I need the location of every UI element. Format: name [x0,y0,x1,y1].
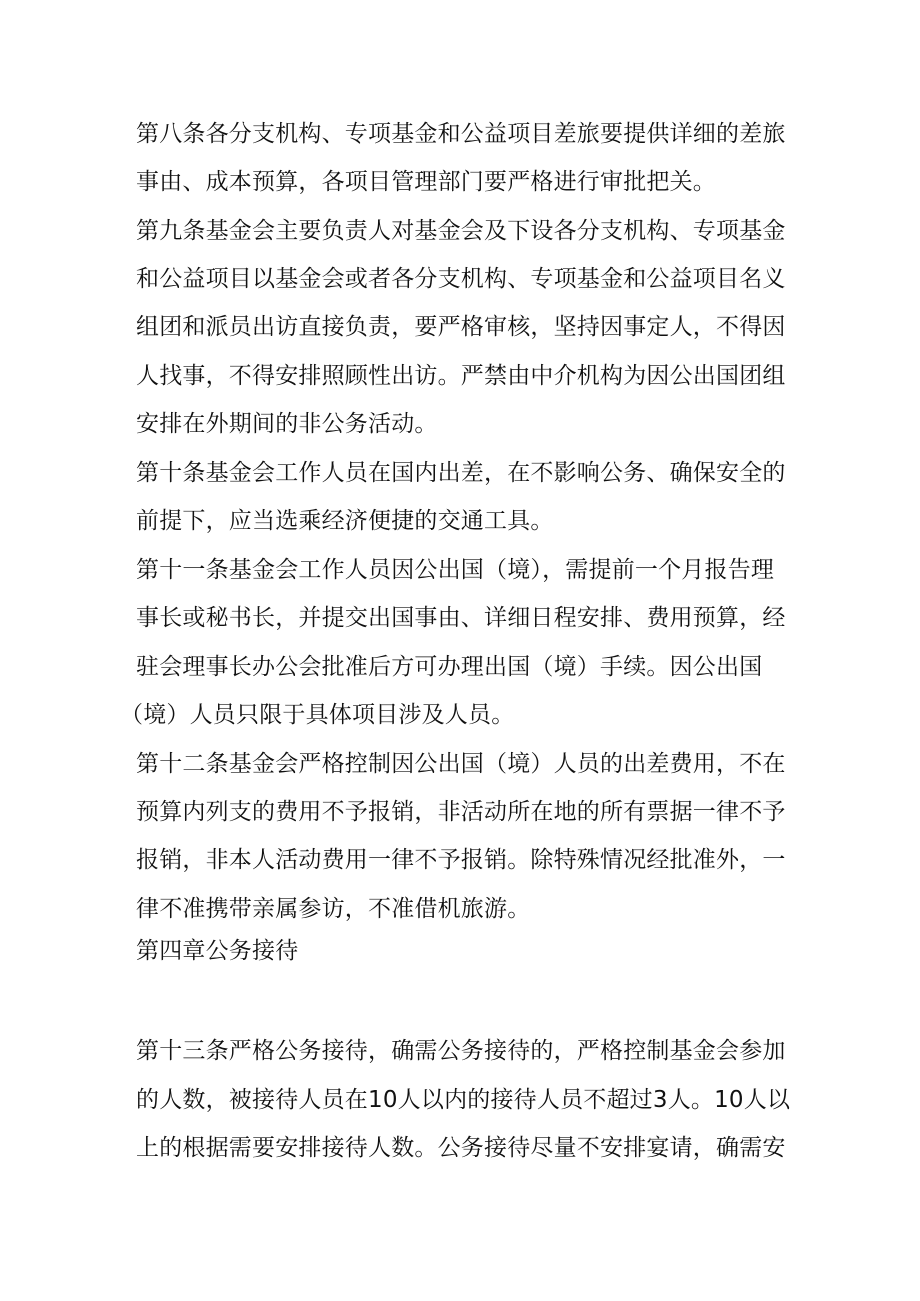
text-line: 组团和派员出访直接负责，要严格审核，坚持因事定人，不得因 [136,314,786,340]
text-line: 第九条基金会主要负责人对基金会及下设各分支机构、专项基金 [136,218,786,244]
text-line: 预算内列支的费用不予报销，非活动所在地的所有票据一律不予 [136,799,786,825]
text-line: 第十三条严格公务接待，确需公务接待的，严格控制基金会参加 [136,1038,786,1064]
text-line: 驻会理事长办公会批准后方可办理出国（境）手续。因公出国 [136,654,763,680]
text-line: 第十二条基金会严格控制因公出国（境）人员的出差费用，不在 [136,751,786,777]
text-line: 律不准携带亲属参访，不准借机旅游。 [136,896,531,922]
text-line: 事长或秘书长，并提交出国事由、详细日程安排、费用预算，经 [136,605,786,631]
text-line: 安排在外期间的非公务活动。 [136,411,438,437]
text-line: 第八条各分支机构、专项基金和公益项目差旅要提供详细的差旅 [136,121,786,147]
text-line: 上的根据需要安排接待人数。公务接待尽量不安排宴请，确需安 [136,1135,786,1161]
text-line: 第十条基金会工作人员在国内出差，在不影响公务、确保安全的 [136,460,786,486]
text-line: 人找事，不得安排照顾性出访。严禁由中介机构为因公出国团组 [136,363,786,389]
text-line: 前提下，应当选乘经济便捷的交通工具。 [136,508,554,534]
text-line: 报销，非本人活动费用一律不予报销。除特殊情况经批准外，一 [136,847,786,873]
text-line: 事由、成本预算，各项目管理部门要严格进行审批把关。 [136,169,716,195]
chapter-heading: 第四章公务接待 [136,938,299,964]
text-line: 第十一条基金会工作人员因公出国（境），需提前一个月报告理 [136,557,775,583]
text-line: 的人数，被接待人员在10人以内的接待人员不超过3人。10人以 [136,1087,791,1113]
text-line: （境）人员只限于具体项目涉及人员。 [120,702,515,728]
text-line: 和公益项目以基金会或者各分支机构、专项基金和公益项目名义 [136,266,786,292]
